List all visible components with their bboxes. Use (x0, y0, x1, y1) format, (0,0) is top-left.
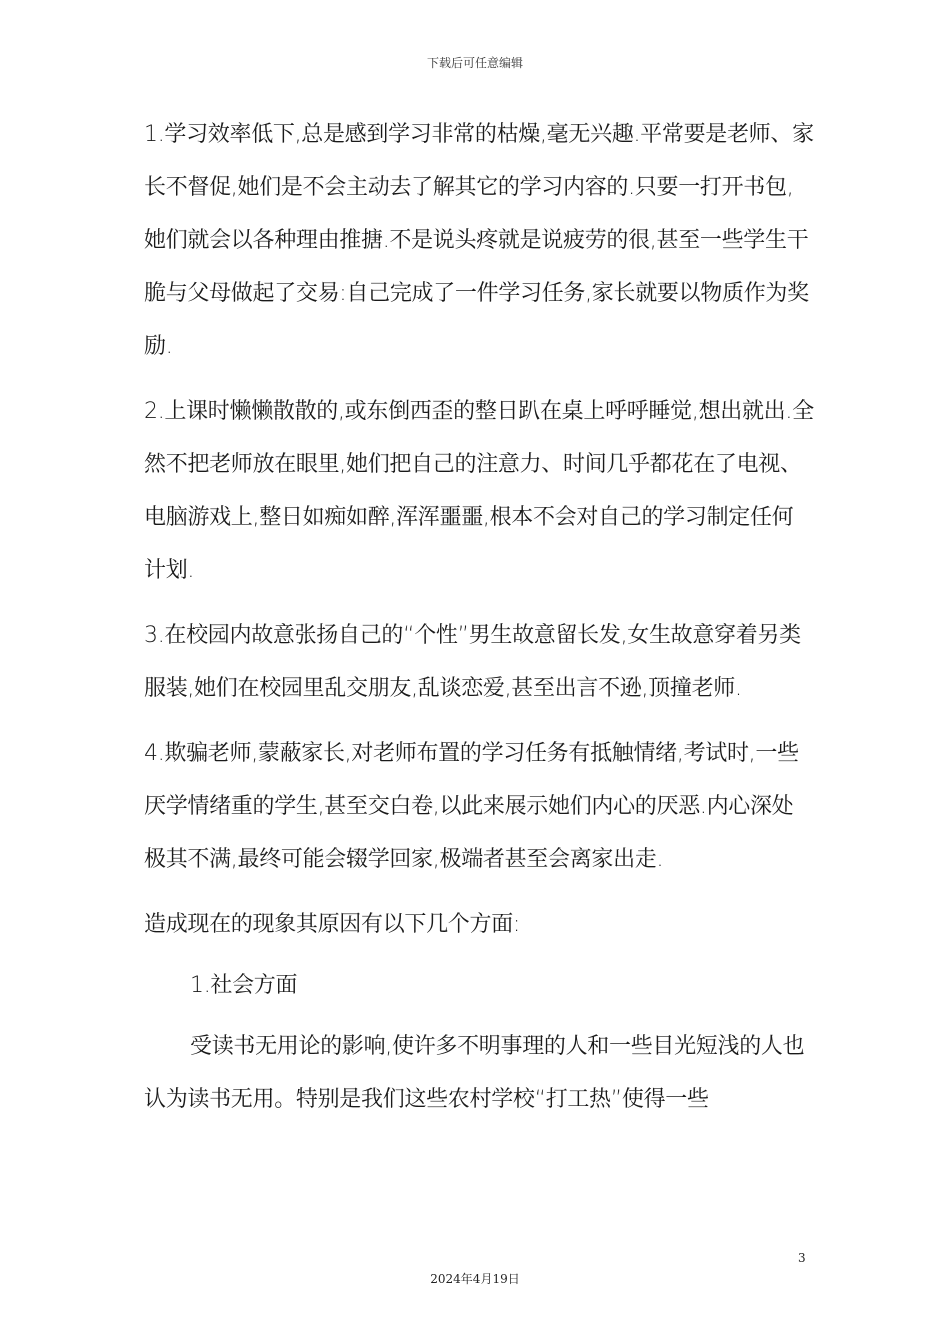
page-number: 3 (798, 1251, 806, 1265)
paragraph-causes-intro: 造成现在的现象其原因有以下几个方面: (144, 912, 521, 937)
paragraph-3: 3.在校园内故意张扬自己的“个性”男生故意留长发,女生故意穿着另类服装,她们在校园里乱交朋友,乱谈恋爱,甚至出言不逊,顶撞老师. (144, 623, 801, 701)
paragraph-4: 4.欺骗老师,蒙蔽家长,对老师布置的学习任务有抵触情绪,考试时,一些厌学情绪重的学生,甚至交白卷,以此来展示她们内心的厌恶.内心深处极其不满,最终可能会辍学回家,极端者甚至会离家出走. (144, 741, 799, 872)
section-heading-society: 1.社会方面 (190, 973, 298, 998)
page-header: 下载后可任意编辑 (426, 56, 523, 70)
page-footer-date: 2024年4月19日 (430, 1272, 520, 1286)
paragraph-2: 2.上课时懒懒散散的,或东倒西歪的整日趴在桌上呼呼睡觉,想出就出.全然不把老师放在眼里,她们把自己的注意力、时间几乎都花在了电视、电脑游戏上,整日如痴如醉,浑浑噩噩,根本不会对自己的学习制定任何计划. (144, 399, 814, 583)
document-body (144, 108, 814, 1138)
paragraph-1: 1.学习效率低下,总是感到学习非常的枯燥,毫无兴趣.平常要是老师、家长不督促,她们是不会主动去了解其它的学习内容的.只要一打开书包,她们就会以各种理由推搪.不是说头疼就是说疲劳的很,甚至一些学生干脆与父母做起了交易:自己完成了一件学习任务,家长就要以物质作为奖励. (144, 122, 814, 359)
paragraph-society: 受读书无用论的影响,使许多不明事理的人和一些目光短浅的人也认为读书无用。特别是我们这些农村学校“打工热”使得一些 (144, 1034, 805, 1112)
